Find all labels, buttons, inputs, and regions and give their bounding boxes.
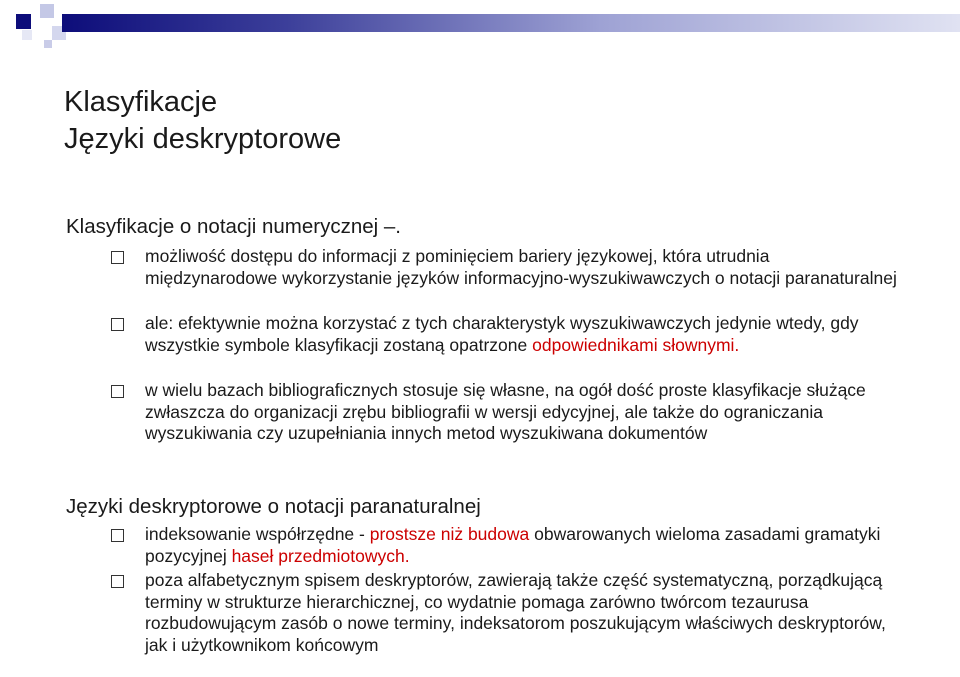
bullet-text-highlight: odpowiednikami słownymi. — [532, 334, 740, 355]
square-bullet-icon — [111, 318, 124, 331]
decor-square-light — [44, 40, 52, 48]
bullet-text: ale: efektywnie można korzystać z tych charakterystyk wyszukiwawczych jedynie wtedy, gdy wszystkie symbole klasyfikacji zostaną opatrzone — [145, 313, 859, 355]
square-bullet-icon — [111, 529, 124, 542]
decor-square-pale — [22, 30, 32, 40]
section-heading-numeric: Klasyfikacje o notacji numerycznej –. — [66, 215, 401, 238]
bullet-item: poza alfabetycznym spisem deskryptorów, zawierają także część systematyczną, porządkującą terminy w strukturze hierarchicznej, co wydatnie pomaga zarówno twórcom tezaurusa rozbudowującym zasób o nowe terminy, indeksatorom poszukującym właściwych deskryptorów, jak i użytkownikom końcowym — [145, 570, 886, 655]
section-heading-descriptor: Języki deskryptorowe o notacji paranaturalnej — [66, 495, 481, 518]
bullet-text: indeksowanie współrzędne - — [145, 524, 370, 544]
decor-square-dark — [16, 14, 31, 29]
bullet-text-highlight: prostsze niż budowa — [369, 524, 530, 544]
top-gradient-bar — [62, 14, 960, 32]
square-bullet-icon — [111, 385, 124, 398]
bullet-item: możliwość dostępu do informacji z pominięciem bariery językowej, która utrudnia międzynarodowe wykorzystanie języków informacyjno-wyszukiwawczych o notacji paranaturalnej — [145, 246, 897, 288]
slide-title-line2: Języki deskryptorowe — [64, 123, 342, 155]
square-bullet-icon — [111, 575, 124, 588]
bullet-item: w wielu bazach bibliograficznych stosuje się własne, na ogół dość proste klasyfikacje służące zwłaszcza do organizacji zrębu bibliografii w wersji edycyjnej, ale także do ograniczania wyszukiwania czy uzupełniania innych metod wyszukiwana dokumentów — [145, 380, 866, 443]
decor-square-light — [40, 4, 54, 18]
slide-title-line1: Klasyfikacje — [64, 86, 218, 118]
bullet-item — [145, 313, 905, 356]
square-bullet-icon — [111, 251, 124, 264]
bullet-text: obwarowanych wieloma zasadami gramatyki pozycyjnej — [145, 524, 881, 566]
slide-title — [64, 84, 924, 158]
bullet-text-highlight: haseł przedmiotowych. — [231, 545, 410, 566]
bullet-item — [145, 524, 905, 567]
